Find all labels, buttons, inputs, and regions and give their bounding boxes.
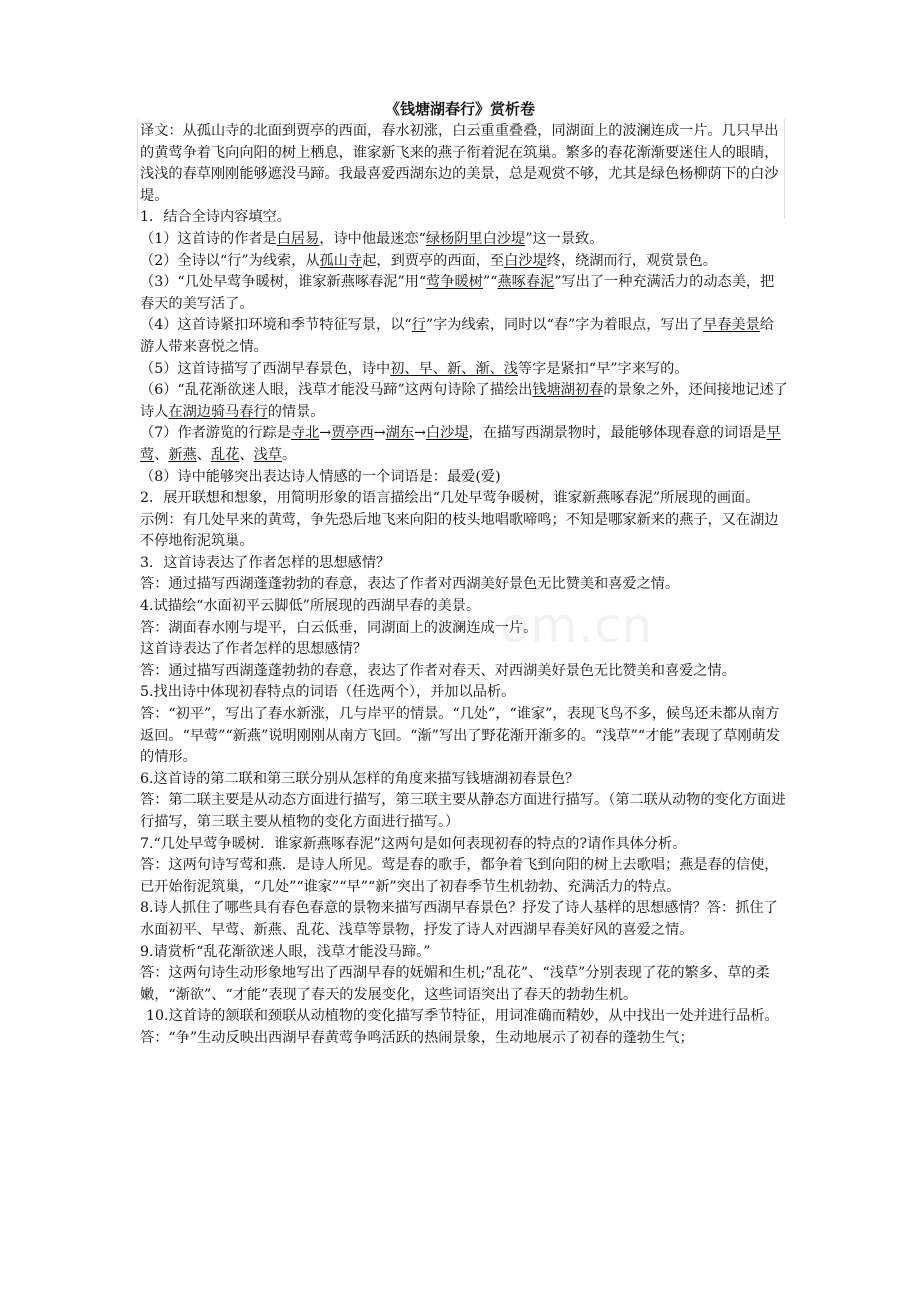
text: 给游人带来喜悦之情。	[140, 317, 774, 355]
translation-paragraph: 译文：从孤山寺的北面到贾亭的西面，春水初涨，白云重重叠叠，同湖面上的波澜连成一片。几只早出的黄莺争着飞向向阳的树上栖息，谁家新飞来的燕子衔着泥在筑巢。繁多的春花渐渐要迷住人的眼睛，浅浅的春草刚刚能够遮没马蹄。我最喜爱西湖东边的美景，总是观赏不够，尤其是绿色杨柳荫下的白沙堤。	[140, 123, 779, 204]
question-6-heading: 6.这首诗的第二联和第三联分别从怎样的角度来描写钱塘湖初春景色？	[140, 770, 580, 787]
blank-answer: 湖东	[385, 425, 415, 442]
blank-answer: 浅草	[253, 446, 282, 463]
blank-answer: 初、早、新、渐、浅	[390, 360, 518, 377]
question-2-heading: 2．展开联想和想象，用简明形象的语言描绘出“几处早莺争暖树，谁家新燕啄春泥”所展现的画面。	[140, 490, 760, 507]
question-4-subheading: 这首诗表达了作者怎样的思想感情？	[140, 641, 368, 658]
document-body	[140, 121, 788, 1050]
q1-item-8: （8）诗中能够突出表达诗人情感的一个词语是：最爱(爱)	[140, 468, 501, 485]
question-3-heading: 3．这首诗表达了作者怎样的思想感情？	[140, 554, 391, 571]
text: 、	[196, 446, 211, 463]
text: ”字为线索，同时以“春”字为着眼点，写出了	[425, 317, 703, 334]
text: ”写出了一种充满活力的动态美，把春天的美写活了。	[140, 274, 775, 312]
text: （6）“乱花渐欲迷人眼，浅草才能没马蹄”这两句诗除了描绘出	[140, 382, 533, 399]
question-1-heading: 1．结合全诗内容填空。	[140, 209, 291, 226]
text: ，诗中他最迷恋“	[319, 230, 426, 247]
text: 、	[154, 446, 169, 463]
text: 、	[239, 446, 254, 463]
text: 等字是紧扣“早”字来写的。	[517, 360, 689, 377]
text: 。	[281, 446, 297, 463]
text: ，在描写西湖景物时，最能够体现春意的词语是	[468, 425, 767, 442]
text: 起，到贾亭的西面，至	[362, 252, 505, 269]
text: （5）这首诗描写了西湖早春景色，诗中	[140, 360, 391, 377]
blank-answer: 早春美景	[703, 317, 760, 334]
text: 终，绕湖而行，观赏景色。	[546, 252, 717, 269]
blank-answer: 早莺	[140, 425, 781, 463]
blank-answer: 贾亭西	[331, 425, 374, 442]
text: ”这一景致。	[525, 230, 604, 247]
arrow: →	[373, 425, 386, 442]
text: 的景象之外，还间接地记述了诗人	[140, 382, 788, 420]
q1-item-5	[140, 359, 788, 381]
q1-item-4	[140, 315, 788, 358]
text: （2）全诗以“行”为线索，从	[140, 252, 320, 269]
question-2-answer: 示例：有几处早来的黄莺，争先恐后地飞来向阳的枝头地唱歌啼鸣；不知是哪家新来的燕子，又在湖边不停地衔泥筑巢。	[140, 511, 779, 550]
q1-item-6	[140, 380, 788, 423]
question-9-answer: 答：这两句诗生动形象地写出了西湖早春的妩媚和生机;”乱花”、“浅草”分别表现了花的繁多、草的柔嫩，“渐欲”、“才能”表现了春天的发展变化，这些词语突出了春天的勃勃生机。	[140, 965, 770, 1003]
q1-item-3	[140, 272, 788, 315]
question-7-heading: 7.“几处早莺争暖树．谁家新燕啄春泥”这两句是如何表现初春的特点的?请作具体分析。	[140, 835, 687, 852]
q1-item-2	[140, 251, 788, 273]
question-10-heading: 10.这首诗的颔联和颈联从动植物的变化描写季节特征，用词准确而精妙，从中找出一处并进行品析。	[146, 1008, 779, 1025]
question-8-heading: 8.诗人抓住了哪些具有春色春意的景物来描写西湖早春景色？抒发了诗人基样的思想感情？答：抓住了水面初平、早莺、新燕、乱花、浅草等景物，抒发了诗人对西湖早春美好风的喜爱之情。	[140, 900, 778, 938]
watermark: om.cn	[500, 598, 654, 654]
arrow: →	[414, 425, 426, 442]
text: （3）“几处早莺争暖树，谁家新燕啄春泥”用“	[140, 274, 427, 291]
blank-answer: 莺争暖树	[426, 274, 483, 291]
text: ”“	[482, 274, 498, 291]
blank-answer: 燕啄春泥	[497, 274, 555, 291]
question-4-heading: 4.试描绘“水面初平云脚低”所展现的西湖早春的美景。	[140, 598, 481, 615]
question-4-answer: 答：湖面春水刚与堤平，白云低垂，同湖面上的波澜连成一片。	[140, 619, 538, 636]
blank-answer: 白居易	[276, 230, 320, 247]
q1-item-1	[140, 229, 788, 251]
blank-answer: 寺北	[290, 425, 320, 442]
blank-answer: 行	[411, 317, 426, 334]
question-3-answer: 答：通过描写西湖蓬蓬勃勃的春意，表达了作者对西湖美好景色无比赞美和喜爱之情。	[140, 576, 680, 593]
question-5-answer: 答：“初平”，写出了春水新涨，几与岸平的情景。“几处”，“谁家”，表现飞鸟不多，候鸟还未都从南方返回。“早莺”“新燕”说明刚刚从南方飞回。“渐”写出了野花渐开渐多的。“浅草”“才能”表现了草刚萌发的情形。	[140, 706, 781, 766]
question-7-answer: 答：这两句诗写莺和燕．是诗人所见。莺是春的歌手，都争着飞到向阳的树上去歌唱；燕是春的信使，已开始衔泥筑巢，“几处”“谁家”“早”“新”突出了初春季节生机勃勃、充满活力的特点。	[140, 857, 779, 895]
q1-item-7	[140, 423, 788, 466]
question-6-answer: 答：第二联主要是从动态方面进行描写，第三联主要从静态方面进行描写。（第二联从动物的变化方面进行描写，第三联主要从植物的变化方面进行描写。）	[140, 792, 786, 830]
arrow: →	[319, 425, 332, 442]
question-5-heading: 5.找出诗中体现初春特点的词语（任选两个），并加以品析。	[140, 684, 516, 701]
blank-answer: 白沙堤	[504, 252, 547, 269]
blank-answer: 钱塘湖初春	[532, 382, 604, 399]
blank-answer: 乱花	[211, 446, 240, 463]
text: （1）这首诗的作者是	[140, 230, 277, 247]
text: 的情景。	[267, 403, 325, 420]
blank-answer: 绿杨阴里白沙堤	[425, 230, 526, 247]
blank-answer: 新燕	[168, 446, 197, 463]
text: （4）这首诗紧扣环境和季节特征写景，以“	[140, 317, 412, 334]
page-title: 《钱塘湖春行》赏析卷	[384, 100, 535, 118]
question-4-subanswer: 答：通过描写西湖蓬蓬勃勃的春意，表达了作者对春天、对西湖美好景色无比赞美和喜爱之情。	[140, 662, 736, 679]
blank-answer: 孤山寺	[319, 252, 363, 269]
text: （7）作者游览的行踪是	[140, 425, 291, 442]
question-10-answer: 答：“争”生动反映出西湖早春黄莺争鸣活跃的热闹景象，生动地展示了初春的蓬勃生气；	[140, 1029, 694, 1046]
blank-answer: 白沙堤	[425, 425, 469, 442]
blank-answer: 在湖边骑马春行	[168, 403, 268, 420]
question-9-heading: 9.请赏析“乱花渐欲迷人眼，浅草才能没马蹄。”	[140, 943, 431, 960]
